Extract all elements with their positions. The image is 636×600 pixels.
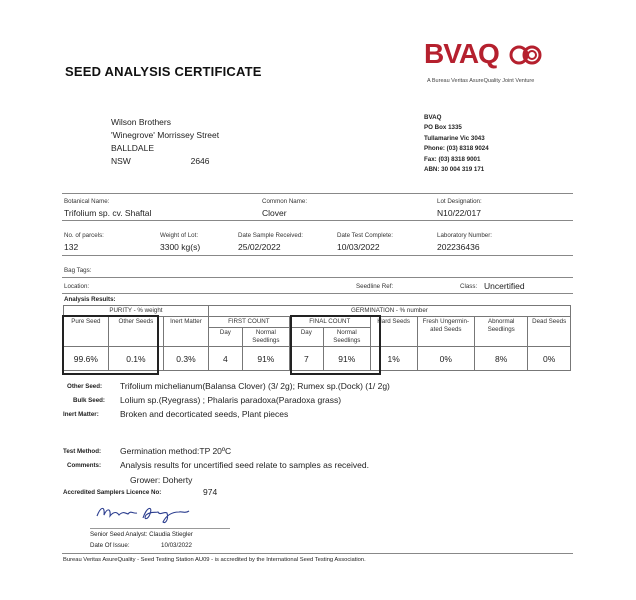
final-normal-header: Normal Seedlings [323,328,370,347]
dead-seeds-value: 0% [528,347,571,371]
complete-value: 10/03/2022 [337,242,380,252]
lot-label: Lot Designation: [437,198,482,205]
divider [62,193,573,194]
lab-suburb: Tullamarine Vic 3043 [424,134,485,142]
hard-seeds-value: 1% [370,347,417,371]
method-label: Test Method: [63,448,102,455]
other-seeds-value: 0.1% [108,347,163,371]
purity-highlight-box [62,315,159,375]
fresh-seeds-header: Fresh Ungermin-ated Seeds [417,317,475,347]
other-seeds-header: Other Seeds [108,317,163,347]
divider [62,277,573,278]
bulk-seed-value: Lolium sp.(Ryegrass) ; Phalaris paradoxa(Paradoxa grass) [120,395,342,405]
complete-label: Date Test Complete: [337,232,393,239]
seedline-label: Seedline Ref: [356,283,394,290]
other-seed-label: Other Seed: [67,383,103,390]
botanical-label: Botanical Name: [64,198,110,205]
hard-seeds-header: Hard Seeds [370,317,417,347]
lab-abn: ABN: 30 004 319 171 [424,166,485,174]
bulk-seed-label: Bulk Seed: [73,397,105,404]
final-normal-value: 91% [323,347,370,371]
divider [62,293,573,294]
weight-value: 3300 kg(s) [160,242,201,252]
logo-wordmark: BVAQ [424,38,499,69]
issue-date: 10/03/2022 [161,542,192,549]
received-value: 25/02/2022 [238,242,281,252]
first-normal-header: Normal Seedlings [242,328,289,347]
purity-group-header: PURITY - % weight [64,306,209,317]
abnormal-value: 8% [475,347,528,371]
inert-label: Inert Matter: [63,411,99,418]
received-label: Date Sample Received: [238,232,304,239]
comments-value: Analysis results for uncertified seed relate to samples as received. [120,460,369,470]
location-label: Location: [64,283,90,290]
page-title: SEED ANALYSIS CERTIFICATE [65,64,262,79]
lab-fax: Fax: (03) 8318 9001 [424,155,481,163]
labnum-label: Laboratory Number: [437,232,493,239]
divider [62,220,573,221]
licence-value: 974 [203,487,218,497]
method-value: Germination method:TP 20ºC [120,446,232,456]
client-town: BALLDALE [111,143,154,153]
logo-tagline: A Bureau Veritas AsureQuality Joint Venture [427,78,535,84]
lot-designation: N10/22/017 [437,208,481,218]
inert-matter-value: 0.3% [164,347,209,371]
lab-name: BVAQ [424,114,442,121]
parcels-label: No. of parcels: [64,232,104,239]
signature-line [90,528,230,529]
final-count-highlight-box [290,315,381,375]
common-label: Common Name: [262,198,308,205]
final-count-header: FINAL COUNT [289,317,370,328]
first-day-header: Day [208,328,242,347]
inert-matter-header: Inert Matter [164,317,209,347]
fresh-seeds-value: 0% [417,347,475,371]
footer-text: Bureau Veritas AsureQuality - Seed Testing Station AU09 - is accredited by the International Seed Testing Association. [63,557,366,563]
first-day-value: 4 [208,347,242,371]
germination-group-header: GERMINATION - % number [208,306,570,317]
client-state: NSW [111,156,131,166]
divider [62,255,573,256]
first-normal-value: 91% [242,347,289,371]
analyst-name: Senior Seed Analyst: Claudia Stiegler [90,531,193,538]
class-label: Class: [460,283,478,290]
signature-image [95,502,190,526]
botanical-name: Trifolium sp. cv. Shaftal [64,208,152,218]
inert-value: Broken and decorticated seeds, Plant pieces [120,409,289,419]
lab-pobox: PO Box 1335 [424,124,462,132]
final-day-header: Day [289,328,323,347]
parcels-value: 132 [64,242,79,252]
client-name: Wilson Brothers [111,117,171,127]
common-name: Clover [262,208,287,218]
logo-rings-icon [508,43,548,67]
weight-label: Weight of Lot: [160,232,199,239]
first-count-header: FIRST COUNT [208,317,289,328]
bagtags-label: Bag Tags: [64,267,92,274]
client-postcode: 2646 [190,156,210,166]
class-value: Uncertified [484,281,525,291]
grower-value: Grower: Doherty [130,475,193,485]
client-street: 'Winegrove' Morrissey Street [111,130,220,140]
pure-seed-header: Pure Seed [64,317,109,347]
client-state-line [111,155,219,168]
labnum-value: 202236436 [437,242,480,252]
issue-label: Date Of Issue: [90,542,130,549]
lab-phone: Phone: (03) 8318 9024 [424,145,489,153]
licence-label: Accredited Samplers Licence No: [63,489,162,496]
client-address [111,116,219,168]
dead-seeds-header: Dead Seeds [528,317,571,347]
comments-label: Comments: [67,462,102,469]
lab-address [424,113,489,175]
abnormal-header: Abnormal Seedlings [475,317,528,347]
final-day-value: 7 [289,347,323,371]
divider [62,553,573,554]
pure-seed-value: 99.6% [64,347,109,371]
bvaq-logo [424,38,554,90]
analysis-heading: Analysis Results: [64,296,116,303]
other-seed-value: Trifolium michelianum(Balansa Clover) (3/ 2g); Rumex sp.(Dock) (1/ 2g) [120,381,390,391]
